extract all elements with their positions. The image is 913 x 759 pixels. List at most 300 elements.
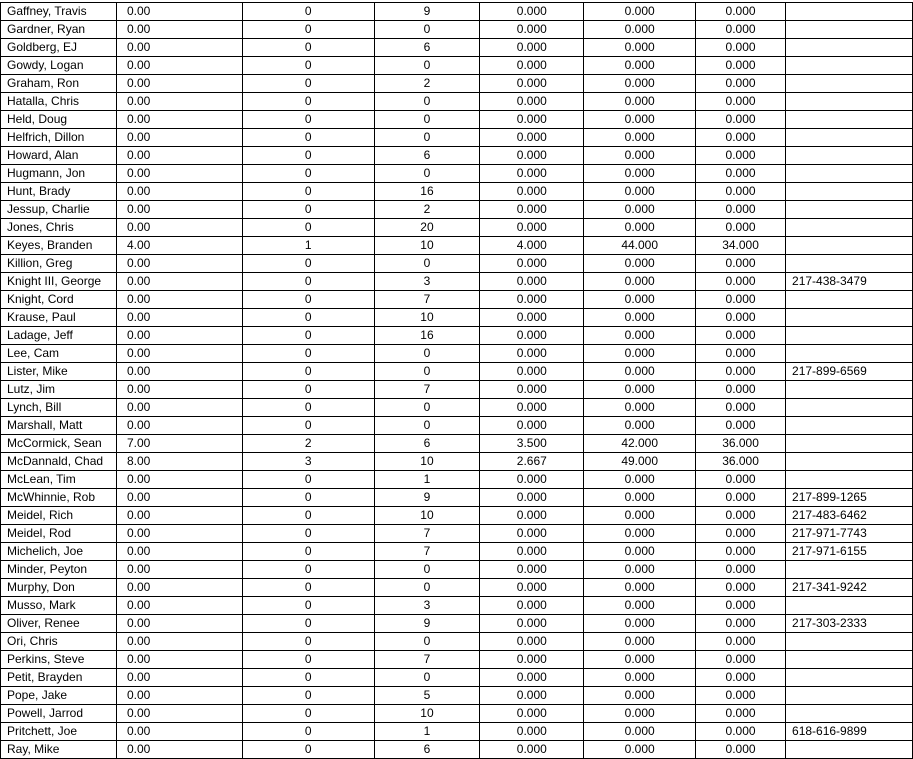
value-cell-4[interactable]: 0.000: [480, 75, 584, 93]
value-cell-3[interactable]: 2: [374, 75, 480, 93]
value-cell-2[interactable]: 0: [242, 201, 374, 219]
name-cell[interactable]: Lister, Mike: [1, 363, 117, 381]
value-cell-4[interactable]: 4.000: [480, 237, 584, 255]
value-cell-5[interactable]: 0.000: [584, 309, 696, 327]
value-cell-6[interactable]: 0.000: [696, 579, 786, 597]
value-cell-2[interactable]: 0: [242, 543, 374, 561]
value-cell-4[interactable]: 0.000: [480, 39, 584, 57]
phone-cell[interactable]: [786, 309, 913, 327]
value-cell-2[interactable]: 0: [242, 273, 374, 291]
value-cell-6[interactable]: 0.000: [696, 651, 786, 669]
value-cell-3[interactable]: 2: [374, 201, 480, 219]
value-cell-3[interactable]: 0: [374, 111, 480, 129]
phone-cell[interactable]: [786, 183, 913, 201]
value-cell-2[interactable]: 0: [242, 381, 374, 399]
value-cell-2[interactable]: 0: [242, 3, 374, 21]
value-cell-5[interactable]: 0.000: [584, 75, 696, 93]
phone-cell[interactable]: [786, 651, 913, 669]
value-cell-4[interactable]: 0.000: [480, 3, 584, 21]
value-cell-5[interactable]: 0.000: [584, 39, 696, 57]
value-cell-4[interactable]: 0.000: [480, 381, 584, 399]
phone-cell[interactable]: 217-971-7743: [786, 525, 913, 543]
value-cell-1[interactable]: 0.00: [116, 705, 242, 723]
value-cell-4[interactable]: 0.000: [480, 129, 584, 147]
phone-cell[interactable]: [786, 291, 913, 309]
value-cell-3[interactable]: 7: [374, 525, 480, 543]
phone-cell[interactable]: 217-483-6462: [786, 507, 913, 525]
value-cell-6[interactable]: 0.000: [696, 525, 786, 543]
value-cell-1[interactable]: 0.00: [116, 255, 242, 273]
value-cell-3[interactable]: 5: [374, 687, 480, 705]
value-cell-5[interactable]: 0.000: [584, 93, 696, 111]
value-cell-2[interactable]: 0: [242, 165, 374, 183]
value-cell-2[interactable]: 0: [242, 219, 374, 237]
value-cell-3[interactable]: 10: [374, 507, 480, 525]
value-cell-4[interactable]: 0.000: [480, 255, 584, 273]
phone-cell[interactable]: [786, 327, 913, 345]
phone-cell[interactable]: 217-303-2333: [786, 615, 913, 633]
value-cell-1[interactable]: 0.00: [116, 111, 242, 129]
value-cell-6[interactable]: 0.000: [696, 3, 786, 21]
phone-cell[interactable]: [786, 93, 913, 111]
value-cell-4[interactable]: 0.000: [480, 615, 584, 633]
value-cell-2[interactable]: 0: [242, 687, 374, 705]
value-cell-3[interactable]: 6: [374, 741, 480, 759]
value-cell-6[interactable]: 0.000: [696, 273, 786, 291]
value-cell-6[interactable]: 0.000: [696, 741, 786, 759]
phone-cell[interactable]: [786, 561, 913, 579]
value-cell-3[interactable]: 0: [374, 579, 480, 597]
value-cell-3[interactable]: 6: [374, 147, 480, 165]
value-cell-2[interactable]: 0: [242, 597, 374, 615]
value-cell-4[interactable]: 0.000: [480, 57, 584, 75]
value-cell-5[interactable]: 0.000: [584, 471, 696, 489]
name-cell[interactable]: Minder, Peyton: [1, 561, 117, 579]
name-cell[interactable]: Lynch, Bill: [1, 399, 117, 417]
value-cell-1[interactable]: 0.00: [116, 723, 242, 741]
value-cell-6[interactable]: 0.000: [696, 147, 786, 165]
value-cell-4[interactable]: 0.000: [480, 21, 584, 39]
value-cell-3[interactable]: 0: [374, 669, 480, 687]
value-cell-5[interactable]: 0.000: [584, 273, 696, 291]
value-cell-2[interactable]: 0: [242, 489, 374, 507]
value-cell-1[interactable]: 0.00: [116, 327, 242, 345]
phone-cell[interactable]: [786, 687, 913, 705]
name-cell[interactable]: Gaffney, Travis: [1, 3, 117, 21]
value-cell-6[interactable]: 0.000: [696, 111, 786, 129]
name-cell[interactable]: Perkins, Steve: [1, 651, 117, 669]
phone-cell[interactable]: [786, 633, 913, 651]
value-cell-5[interactable]: 0.000: [584, 111, 696, 129]
value-cell-3[interactable]: 10: [374, 237, 480, 255]
name-cell[interactable]: Graham, Ron: [1, 75, 117, 93]
value-cell-4[interactable]: 0.000: [480, 309, 584, 327]
name-cell[interactable]: Knight, Cord: [1, 291, 117, 309]
phone-cell[interactable]: [786, 219, 913, 237]
value-cell-1[interactable]: 0.00: [116, 93, 242, 111]
name-cell[interactable]: Killion, Greg: [1, 255, 117, 273]
value-cell-3[interactable]: 0: [374, 399, 480, 417]
value-cell-1[interactable]: 0.00: [116, 507, 242, 525]
value-cell-2[interactable]: 0: [242, 255, 374, 273]
value-cell-5[interactable]: 0.000: [584, 219, 696, 237]
value-cell-6[interactable]: 0.000: [696, 327, 786, 345]
value-cell-3[interactable]: 0: [374, 345, 480, 363]
value-cell-6[interactable]: 0.000: [696, 633, 786, 651]
value-cell-2[interactable]: 0: [242, 705, 374, 723]
value-cell-3[interactable]: 7: [374, 543, 480, 561]
value-cell-3[interactable]: 0: [374, 561, 480, 579]
value-cell-1[interactable]: 0.00: [116, 309, 242, 327]
value-cell-1[interactable]: 0.00: [116, 183, 242, 201]
value-cell-2[interactable]: 0: [242, 183, 374, 201]
value-cell-3[interactable]: 1: [374, 471, 480, 489]
name-cell[interactable]: McDannald, Chad: [1, 453, 117, 471]
value-cell-4[interactable]: 0.000: [480, 489, 584, 507]
value-cell-4[interactable]: 0.000: [480, 417, 584, 435]
name-cell[interactable]: Ladage, Jeff: [1, 327, 117, 345]
value-cell-1[interactable]: 0.00: [116, 687, 242, 705]
value-cell-2[interactable]: 0: [242, 345, 374, 363]
value-cell-4[interactable]: 0.000: [480, 93, 584, 111]
value-cell-6[interactable]: 0.000: [696, 669, 786, 687]
value-cell-6[interactable]: 0.000: [696, 57, 786, 75]
value-cell-1[interactable]: 0.00: [116, 579, 242, 597]
value-cell-1[interactable]: 0.00: [116, 201, 242, 219]
value-cell-3[interactable]: 3: [374, 597, 480, 615]
phone-cell[interactable]: 217-899-1265: [786, 489, 913, 507]
value-cell-3[interactable]: 16: [374, 327, 480, 345]
value-cell-4[interactable]: 0.000: [480, 183, 584, 201]
value-cell-6[interactable]: 0.000: [696, 381, 786, 399]
value-cell-2[interactable]: 0: [242, 399, 374, 417]
phone-cell[interactable]: [786, 57, 913, 75]
value-cell-2[interactable]: 0: [242, 129, 374, 147]
value-cell-1[interactable]: 0.00: [116, 399, 242, 417]
value-cell-3[interactable]: 0: [374, 633, 480, 651]
phone-cell[interactable]: [786, 471, 913, 489]
value-cell-5[interactable]: 0.000: [584, 345, 696, 363]
value-cell-2[interactable]: 0: [242, 147, 374, 165]
name-cell[interactable]: Held, Doug: [1, 111, 117, 129]
value-cell-2[interactable]: 0: [242, 93, 374, 111]
value-cell-4[interactable]: 0.000: [480, 705, 584, 723]
name-cell[interactable]: Helfrich, Dillon: [1, 129, 117, 147]
value-cell-2[interactable]: 0: [242, 579, 374, 597]
value-cell-3[interactable]: 0: [374, 93, 480, 111]
value-cell-4[interactable]: 0.000: [480, 561, 584, 579]
value-cell-4[interactable]: 0.000: [480, 669, 584, 687]
value-cell-5[interactable]: 0.000: [584, 507, 696, 525]
value-cell-2[interactable]: 0: [242, 633, 374, 651]
value-cell-1[interactable]: 0.00: [116, 543, 242, 561]
value-cell-1[interactable]: 0.00: [116, 273, 242, 291]
value-cell-1[interactable]: 0.00: [116, 75, 242, 93]
name-cell[interactable]: Petit, Brayden: [1, 669, 117, 687]
phone-cell[interactable]: [786, 597, 913, 615]
value-cell-4[interactable]: 0.000: [480, 399, 584, 417]
value-cell-5[interactable]: 0.000: [584, 561, 696, 579]
value-cell-2[interactable]: 2: [242, 435, 374, 453]
value-cell-1[interactable]: 0.00: [116, 417, 242, 435]
value-cell-5[interactable]: 0.000: [584, 633, 696, 651]
phone-cell[interactable]: 618-616-9899: [786, 723, 913, 741]
value-cell-4[interactable]: 0.000: [480, 345, 584, 363]
name-cell[interactable]: Oliver, Renee: [1, 615, 117, 633]
value-cell-1[interactable]: 0.00: [116, 381, 242, 399]
phone-cell[interactable]: [786, 381, 913, 399]
value-cell-2[interactable]: 0: [242, 327, 374, 345]
phone-cell[interactable]: [786, 165, 913, 183]
value-cell-3[interactable]: 9: [374, 489, 480, 507]
value-cell-4[interactable]: 3.500: [480, 435, 584, 453]
phone-cell[interactable]: [786, 741, 913, 759]
value-cell-1[interactable]: 0.00: [116, 597, 242, 615]
name-cell[interactable]: Keyes, Branden: [1, 237, 117, 255]
value-cell-5[interactable]: 0.000: [584, 147, 696, 165]
value-cell-6[interactable]: 0.000: [696, 363, 786, 381]
value-cell-1[interactable]: 8.00: [116, 453, 242, 471]
value-cell-3[interactable]: 7: [374, 381, 480, 399]
value-cell-5[interactable]: 0.000: [584, 615, 696, 633]
value-cell-5[interactable]: 0.000: [584, 3, 696, 21]
value-cell-3[interactable]: 16: [374, 183, 480, 201]
value-cell-3[interactable]: 10: [374, 453, 480, 471]
value-cell-4[interactable]: 0.000: [480, 327, 584, 345]
value-cell-6[interactable]: 0.000: [696, 309, 786, 327]
value-cell-5[interactable]: 0.000: [584, 579, 696, 597]
value-cell-1[interactable]: 0.00: [116, 489, 242, 507]
value-cell-2[interactable]: 0: [242, 111, 374, 129]
phone-cell[interactable]: [786, 255, 913, 273]
phone-cell[interactable]: 217-341-9242: [786, 579, 913, 597]
value-cell-2[interactable]: 0: [242, 417, 374, 435]
value-cell-1[interactable]: 0.00: [116, 147, 242, 165]
name-cell[interactable]: Hugmann, Jon: [1, 165, 117, 183]
value-cell-2[interactable]: 0: [242, 507, 374, 525]
phone-cell[interactable]: [786, 39, 913, 57]
value-cell-2[interactable]: 0: [242, 615, 374, 633]
name-cell[interactable]: Michelich, Joe: [1, 543, 117, 561]
name-cell[interactable]: Powell, Jarrod: [1, 705, 117, 723]
value-cell-3[interactable]: 10: [374, 705, 480, 723]
phone-cell[interactable]: 217-971-6155: [786, 543, 913, 561]
value-cell-5[interactable]: 49.000: [584, 453, 696, 471]
name-cell[interactable]: Gardner, Ryan: [1, 21, 117, 39]
value-cell-5[interactable]: 0.000: [584, 129, 696, 147]
value-cell-2[interactable]: 0: [242, 39, 374, 57]
value-cell-2[interactable]: 0: [242, 21, 374, 39]
value-cell-6[interactable]: 0.000: [696, 219, 786, 237]
value-cell-4[interactable]: 0.000: [480, 525, 584, 543]
value-cell-1[interactable]: 0.00: [116, 219, 242, 237]
name-cell[interactable]: Meidel, Rich: [1, 507, 117, 525]
value-cell-4[interactable]: 0.000: [480, 597, 584, 615]
value-cell-2[interactable]: 0: [242, 471, 374, 489]
value-cell-3[interactable]: 3: [374, 273, 480, 291]
name-cell[interactable]: Pope, Jake: [1, 687, 117, 705]
value-cell-1[interactable]: 0.00: [116, 561, 242, 579]
value-cell-5[interactable]: 44.000: [584, 237, 696, 255]
value-cell-6[interactable]: 0.000: [696, 75, 786, 93]
value-cell-1[interactable]: 0.00: [116, 525, 242, 543]
value-cell-1[interactable]: 0.00: [116, 129, 242, 147]
value-cell-1[interactable]: 0.00: [116, 741, 242, 759]
value-cell-5[interactable]: 0.000: [584, 57, 696, 75]
value-cell-5[interactable]: 0.000: [584, 597, 696, 615]
value-cell-5[interactable]: 0.000: [584, 543, 696, 561]
value-cell-1[interactable]: 0.00: [116, 633, 242, 651]
name-cell[interactable]: McWhinnie, Rob: [1, 489, 117, 507]
phone-cell[interactable]: 217-899-6569: [786, 363, 913, 381]
value-cell-6[interactable]: 34.000: [696, 237, 786, 255]
name-cell[interactable]: Ray, Mike: [1, 741, 117, 759]
value-cell-4[interactable]: 0.000: [480, 651, 584, 669]
name-cell[interactable]: Krause, Paul: [1, 309, 117, 327]
value-cell-2[interactable]: 0: [242, 651, 374, 669]
value-cell-6[interactable]: 0.000: [696, 597, 786, 615]
name-cell[interactable]: Knight III, George: [1, 273, 117, 291]
value-cell-6[interactable]: 0.000: [696, 507, 786, 525]
value-cell-6[interactable]: 0.000: [696, 417, 786, 435]
value-cell-5[interactable]: 0.000: [584, 417, 696, 435]
phone-cell[interactable]: [786, 3, 913, 21]
value-cell-5[interactable]: 0.000: [584, 399, 696, 417]
value-cell-5[interactable]: 0.000: [584, 669, 696, 687]
value-cell-4[interactable]: 0.000: [480, 147, 584, 165]
name-cell[interactable]: Ori, Chris: [1, 633, 117, 651]
value-cell-1[interactable]: 0.00: [116, 39, 242, 57]
value-cell-3[interactable]: 7: [374, 651, 480, 669]
value-cell-6[interactable]: 0.000: [696, 345, 786, 363]
value-cell-2[interactable]: 0: [242, 309, 374, 327]
value-cell-5[interactable]: 0.000: [584, 705, 696, 723]
name-cell[interactable]: Jessup, Charlie: [1, 201, 117, 219]
value-cell-5[interactable]: 0.000: [584, 327, 696, 345]
name-cell[interactable]: Musso, Mark: [1, 597, 117, 615]
phone-cell[interactable]: [786, 21, 913, 39]
name-cell[interactable]: McLean, Tim: [1, 471, 117, 489]
value-cell-4[interactable]: 0.000: [480, 165, 584, 183]
value-cell-4[interactable]: 0.000: [480, 273, 584, 291]
value-cell-3[interactable]: 0: [374, 165, 480, 183]
value-cell-4[interactable]: 0.000: [480, 471, 584, 489]
value-cell-5[interactable]: 0.000: [584, 363, 696, 381]
value-cell-2[interactable]: 0: [242, 561, 374, 579]
name-cell[interactable]: McCormick, Sean: [1, 435, 117, 453]
value-cell-1[interactable]: 0.00: [116, 3, 242, 21]
phone-cell[interactable]: [786, 147, 913, 165]
value-cell-6[interactable]: 0.000: [696, 471, 786, 489]
value-cell-4[interactable]: 0.000: [480, 543, 584, 561]
value-cell-6[interactable]: 0.000: [696, 723, 786, 741]
value-cell-2[interactable]: 0: [242, 57, 374, 75]
value-cell-2[interactable]: 0: [242, 669, 374, 687]
value-cell-4[interactable]: 0.000: [480, 633, 584, 651]
value-cell-6[interactable]: 0.000: [696, 489, 786, 507]
phone-cell[interactable]: [786, 111, 913, 129]
name-cell[interactable]: Lutz, Jim: [1, 381, 117, 399]
name-cell[interactable]: Goldberg, EJ: [1, 39, 117, 57]
value-cell-1[interactable]: 7.00: [116, 435, 242, 453]
name-cell[interactable]: Hunt, Brady: [1, 183, 117, 201]
value-cell-6[interactable]: 0.000: [696, 615, 786, 633]
value-cell-4[interactable]: 0.000: [480, 687, 584, 705]
value-cell-5[interactable]: 0.000: [584, 687, 696, 705]
phone-cell[interactable]: [786, 417, 913, 435]
name-cell[interactable]: Murphy, Don: [1, 579, 117, 597]
value-cell-5[interactable]: 0.000: [584, 381, 696, 399]
value-cell-4[interactable]: 0.000: [480, 291, 584, 309]
value-cell-5[interactable]: 0.000: [584, 291, 696, 309]
value-cell-5[interactable]: 0.000: [584, 741, 696, 759]
value-cell-1[interactable]: 0.00: [116, 165, 242, 183]
value-cell-2[interactable]: 0: [242, 75, 374, 93]
value-cell-5[interactable]: 0.000: [584, 21, 696, 39]
value-cell-3[interactable]: 6: [374, 39, 480, 57]
value-cell-6[interactable]: 0.000: [696, 21, 786, 39]
value-cell-2[interactable]: 0: [242, 525, 374, 543]
value-cell-2[interactable]: 0: [242, 723, 374, 741]
value-cell-4[interactable]: 0.000: [480, 579, 584, 597]
value-cell-3[interactable]: 6: [374, 435, 480, 453]
value-cell-5[interactable]: 0.000: [584, 525, 696, 543]
value-cell-4[interactable]: 0.000: [480, 363, 584, 381]
value-cell-2[interactable]: 1: [242, 237, 374, 255]
name-cell[interactable]: Gowdy, Logan: [1, 57, 117, 75]
value-cell-4[interactable]: 0.000: [480, 723, 584, 741]
value-cell-3[interactable]: 0: [374, 21, 480, 39]
value-cell-6[interactable]: 0.000: [696, 39, 786, 57]
value-cell-4[interactable]: 0.000: [480, 111, 584, 129]
value-cell-1[interactable]: 0.00: [116, 291, 242, 309]
phone-cell[interactable]: [786, 75, 913, 93]
phone-cell[interactable]: [786, 453, 913, 471]
phone-cell[interactable]: [786, 669, 913, 687]
value-cell-6[interactable]: 0.000: [696, 543, 786, 561]
name-cell[interactable]: Hatalla, Chris: [1, 93, 117, 111]
value-cell-5[interactable]: 0.000: [584, 201, 696, 219]
value-cell-5[interactable]: 0.000: [584, 183, 696, 201]
phone-cell[interactable]: [786, 129, 913, 147]
value-cell-5[interactable]: 42.000: [584, 435, 696, 453]
value-cell-3[interactable]: 20: [374, 219, 480, 237]
value-cell-6[interactable]: 36.000: [696, 435, 786, 453]
value-cell-1[interactable]: 0.00: [116, 345, 242, 363]
value-cell-1[interactable]: 0.00: [116, 651, 242, 669]
value-cell-2[interactable]: 0: [242, 363, 374, 381]
value-cell-6[interactable]: 0.000: [696, 291, 786, 309]
value-cell-3[interactable]: 10: [374, 309, 480, 327]
value-cell-1[interactable]: 0.00: [116, 363, 242, 381]
value-cell-5[interactable]: 0.000: [584, 723, 696, 741]
value-cell-6[interactable]: 36.000: [696, 453, 786, 471]
value-cell-4[interactable]: 0.000: [480, 507, 584, 525]
name-cell[interactable]: Pritchett, Joe: [1, 723, 117, 741]
value-cell-6[interactable]: 0.000: [696, 93, 786, 111]
value-cell-1[interactable]: 0.00: [116, 21, 242, 39]
value-cell-6[interactable]: 0.000: [696, 255, 786, 273]
phone-cell[interactable]: [786, 435, 913, 453]
value-cell-6[interactable]: 0.000: [696, 561, 786, 579]
value-cell-3[interactable]: 0: [374, 255, 480, 273]
value-cell-1[interactable]: 0.00: [116, 669, 242, 687]
phone-cell[interactable]: [786, 201, 913, 219]
phone-cell[interactable]: [786, 345, 913, 363]
phone-cell[interactable]: [786, 399, 913, 417]
value-cell-1[interactable]: 0.00: [116, 57, 242, 75]
name-cell[interactable]: Jones, Chris: [1, 219, 117, 237]
